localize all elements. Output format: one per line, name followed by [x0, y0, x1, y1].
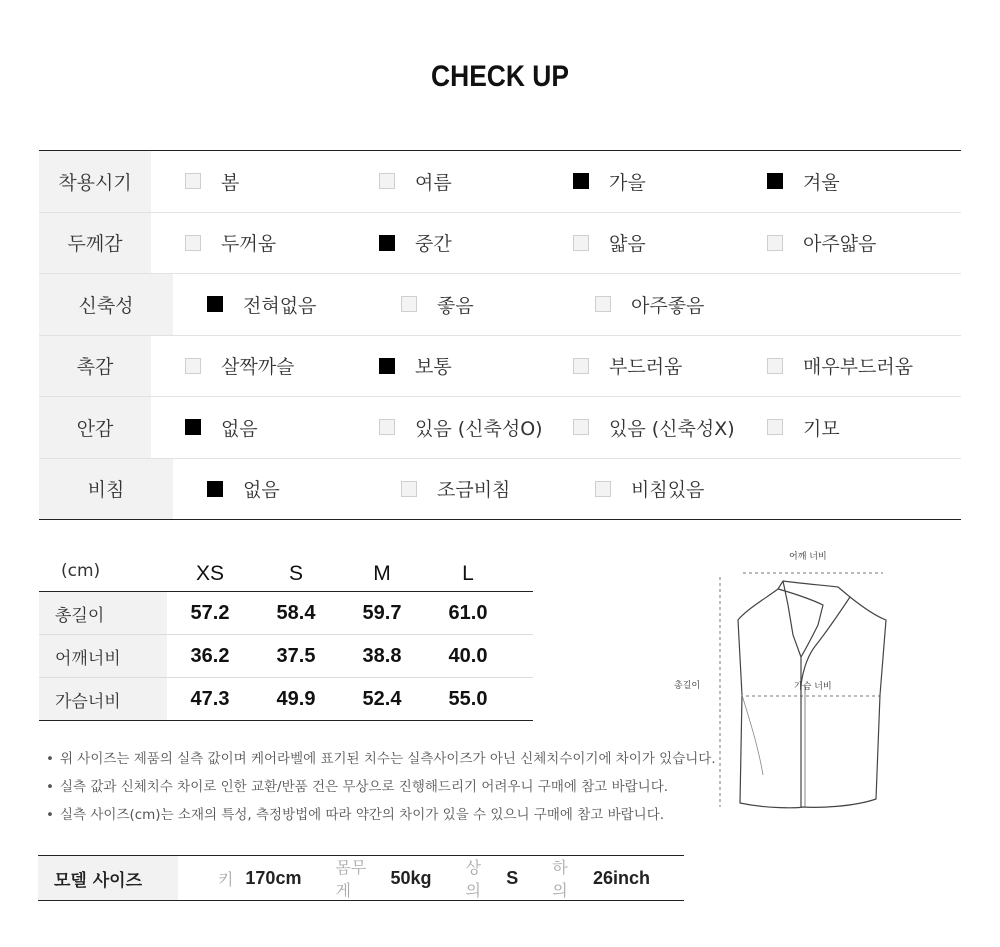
attribute-option — [207, 291, 401, 318]
size-value: 40.0 — [448, 644, 488, 667]
bottom-value: 26inch — [592, 867, 650, 888]
option-label: 있음 (신축성X) — [609, 417, 735, 440]
attribute-option — [767, 414, 961, 441]
unit-label: (cm) — [61, 561, 101, 581]
size-table — [39, 548, 533, 721]
attribute-options — [151, 213, 961, 274]
size-value: 37.5 — [276, 644, 316, 667]
bottom-key: 하의 — [552, 858, 568, 900]
size-value: 36.2 — [190, 644, 230, 667]
unchecked-box-icon — [379, 173, 395, 189]
option-label: 전혀없음 — [243, 294, 317, 317]
option-label: 얇음 — [609, 233, 646, 256]
size-value: 38.8 — [362, 644, 402, 667]
note-item: • 실측 값과 신체치수 차이로 인한 교환/반품 건은 무상으로 진행해드리기 어려우니 구매에 참고 바랍니다. — [46, 779, 669, 795]
note-item: • 위 사이즈는 제품의 실측 값이며 케어라벨에 표기된 치수는 실측사이즈가 아닌 신체치수이기에 차이가 있습니다. — [46, 751, 716, 767]
attribute-option — [767, 168, 961, 195]
size-value: 58.4 — [276, 601, 316, 624]
chest-width-label: 가슴 너비 — [794, 682, 832, 692]
top-value: S — [506, 867, 519, 888]
option-label: 있음 (신축성O) — [415, 417, 543, 440]
unchecked-box-icon — [185, 173, 201, 189]
size-value: 47.3 — [190, 687, 230, 710]
option-label: 조금비침 — [437, 479, 511, 502]
unchecked-box-icon — [185, 358, 201, 374]
attribute-option — [379, 168, 573, 195]
size-row-chest — [39, 678, 533, 721]
attribute-table — [39, 150, 961, 520]
unchecked-box-icon — [185, 235, 201, 251]
attribute-label: 비침 — [39, 459, 173, 520]
attribute-option — [379, 414, 573, 441]
size-value: 57.2 — [190, 601, 230, 624]
option-label: 겨울 — [803, 171, 840, 194]
checked-box-icon — [573, 173, 589, 189]
model-size-table — [38, 855, 684, 901]
option-label: 부드러움 — [609, 356, 683, 379]
attribute-row — [39, 397, 961, 459]
attribute-option — [185, 414, 379, 441]
unchecked-box-icon — [767, 358, 783, 374]
unchecked-box-icon — [573, 235, 589, 251]
attribute-option — [767, 352, 961, 379]
attribute-option — [185, 352, 379, 379]
attribute-option — [573, 414, 767, 441]
attribute-label: 신축성 — [39, 274, 173, 335]
unchecked-box-icon — [595, 296, 611, 312]
attribute-label: 두께감 — [39, 213, 151, 274]
size-value: 52.4 — [362, 687, 402, 710]
size-col-s: S — [288, 562, 303, 585]
weight-key: 몸무게 — [335, 858, 367, 900]
attribute-options — [173, 274, 961, 335]
attribute-row — [39, 151, 961, 213]
attribute-row — [39, 336, 961, 398]
attribute-label: 착용시기 — [39, 151, 151, 212]
size-col-m: M — [373, 562, 391, 585]
size-table-header — [39, 548, 533, 592]
size-value: 61.0 — [448, 601, 488, 624]
attribute-options — [151, 397, 961, 458]
option-label: 보통 — [415, 356, 452, 379]
checked-box-icon — [379, 358, 395, 374]
top-key: 상의 — [465, 858, 482, 900]
attribute-option — [379, 229, 573, 256]
attribute-option — [573, 168, 767, 195]
attribute-option — [185, 168, 379, 195]
attribute-label: 안감 — [39, 397, 151, 458]
attribute-option — [595, 475, 789, 502]
page-title: CHECK UP — [431, 60, 569, 93]
row-label: 총길이 — [39, 592, 167, 634]
checked-box-icon — [207, 481, 223, 497]
option-label: 살짝까슬 — [221, 356, 295, 379]
size-col-l: L — [462, 562, 474, 585]
attribute-options — [151, 151, 961, 212]
unchecked-box-icon — [595, 481, 611, 497]
shoulder-width-label: 어깨 너비 — [789, 552, 827, 562]
attribute-option — [207, 475, 401, 502]
attribute-option — [379, 352, 573, 379]
attribute-option — [573, 229, 767, 256]
size-col-xs: XS — [195, 562, 224, 585]
attribute-option — [767, 229, 961, 256]
weight-value: 50kg — [390, 867, 432, 888]
option-label: 두꺼움 — [221, 233, 277, 256]
option-label: 봄 — [221, 171, 240, 194]
unchecked-box-icon — [767, 419, 783, 435]
option-label: 없음 — [243, 479, 280, 502]
attribute-label: 촉감 — [39, 336, 151, 397]
size-row-length — [39, 592, 533, 635]
attribute-option — [185, 229, 379, 256]
size-value: 49.9 — [276, 687, 316, 710]
checked-box-icon — [767, 173, 783, 189]
attribute-options — [173, 459, 961, 520]
checked-box-icon — [185, 419, 201, 435]
option-label: 없음 — [221, 417, 258, 440]
attribute-option — [573, 352, 767, 379]
unchecked-box-icon — [573, 419, 589, 435]
attribute-option — [401, 291, 595, 318]
option-label: 아주좋음 — [631, 294, 705, 317]
option-label: 중간 — [415, 233, 452, 256]
checked-box-icon — [379, 235, 395, 251]
unchecked-box-icon — [401, 296, 417, 312]
option-label: 매우부드러움 — [803, 356, 914, 379]
row-label: 어깨너비 — [39, 635, 167, 677]
size-row-shoulder — [39, 635, 533, 678]
unchecked-box-icon — [379, 419, 395, 435]
attribute-row — [39, 274, 961, 336]
attribute-option — [401, 475, 595, 502]
total-length-label: 총길이 — [674, 681, 701, 691]
unchecked-box-icon — [573, 358, 589, 374]
option-label: 아주얇음 — [803, 233, 877, 256]
height-key: 키 — [217, 869, 234, 889]
attribute-row — [39, 459, 961, 520]
attribute-options — [151, 336, 961, 397]
row-label: 가슴너비 — [39, 678, 167, 720]
size-value: 59.7 — [362, 601, 402, 624]
unchecked-box-icon — [401, 481, 417, 497]
checked-box-icon — [207, 296, 223, 312]
attribute-option — [595, 291, 789, 318]
option-label: 기모 — [803, 417, 840, 440]
option-label: 비침있음 — [631, 479, 705, 502]
size-value: 55.0 — [448, 687, 488, 710]
height-value: 170cm — [245, 867, 302, 888]
attribute-row — [39, 213, 961, 275]
option-label: 가을 — [609, 171, 646, 194]
unchecked-box-icon — [767, 235, 783, 251]
note-item: • 실측 사이즈(cm)는 소재의 특성, 측정방법에 따라 약간의 차이가 있을 수 있으니 구매에 참고 바랍니다. — [46, 807, 665, 823]
option-label: 좋음 — [437, 294, 474, 317]
size-notes — [46, 748, 716, 832]
model-size-label: 모델 사이즈 — [38, 856, 178, 900]
option-label: 여름 — [415, 171, 452, 194]
